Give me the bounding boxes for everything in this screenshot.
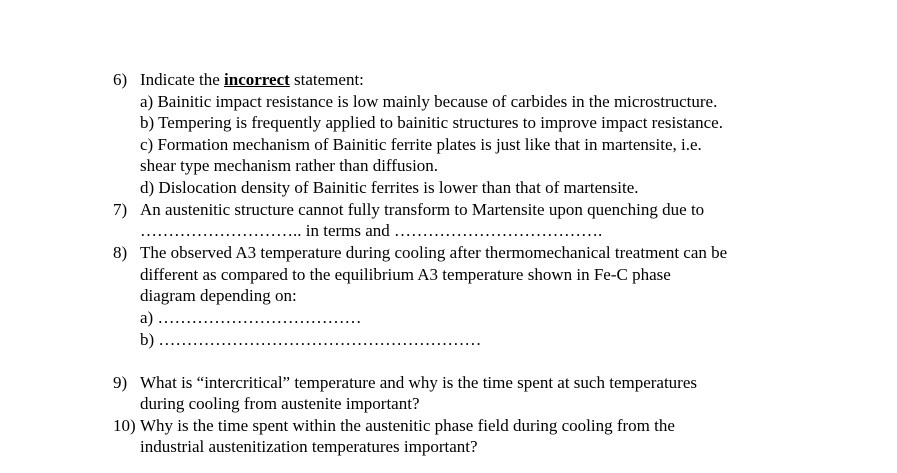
q6-stem [140,69,364,90]
q6-stem-before: Indicate the [140,70,225,89]
q8-number: 8) [113,243,128,262]
q8-line1: The observed A3 temperature during cooling after thermomechanical treatment can be [140,243,728,262]
q6-option-c-line1: c) Formation mechanism of Bainitic ferrite plates is just like that in martensite, i.e. [140,135,702,154]
q7-number: 7) [113,200,128,219]
q6-option-d: d) Dislocation density of Bainitic ferrites is lower than that of martensite. [140,178,639,197]
q7-line2-blanks: ……………………….. in terms and ………………………………. [140,221,603,240]
q6-option-c-line2: shear type mechanism rather than diffusion. [140,156,439,175]
q7-line1: An austenitic structure cannot fully transform to Martensite upon quenching due to [140,200,705,219]
q6-number: 6) [113,70,128,89]
q6-option-a: a) Bainitic impact resistance is low mainly because of carbides in the microstructure. [140,92,718,111]
q8-answer-a: a) ……………………………… [140,308,362,327]
q10-number: 10) [113,416,136,435]
q9-line1: What is “intercritical” temperature and why is the time spent at such temperatures [140,373,698,392]
q9-line2: during cooling from austenite important? [140,394,420,413]
q6-stem-after: statement: [289,70,364,89]
q9-number: 9) [113,373,128,392]
q8-answer-b: b) ………………………………………………… [140,330,482,349]
q6-stem-emphasis: incorrect [224,70,290,89]
q10-line1: Why is the time spent within the austenitic phase field during cooling from the [140,416,675,435]
q10-line2: industrial austenitization temperatures important? [140,437,478,456]
q6-option-b: b) Tempering is frequently applied to bainitic structures to improve impact resistance. [140,113,723,132]
q8-line2: different as compared to the equilibrium A3 temperature shown in Fe-C phase [140,265,671,284]
q8-line3: diagram depending on: [140,286,297,305]
